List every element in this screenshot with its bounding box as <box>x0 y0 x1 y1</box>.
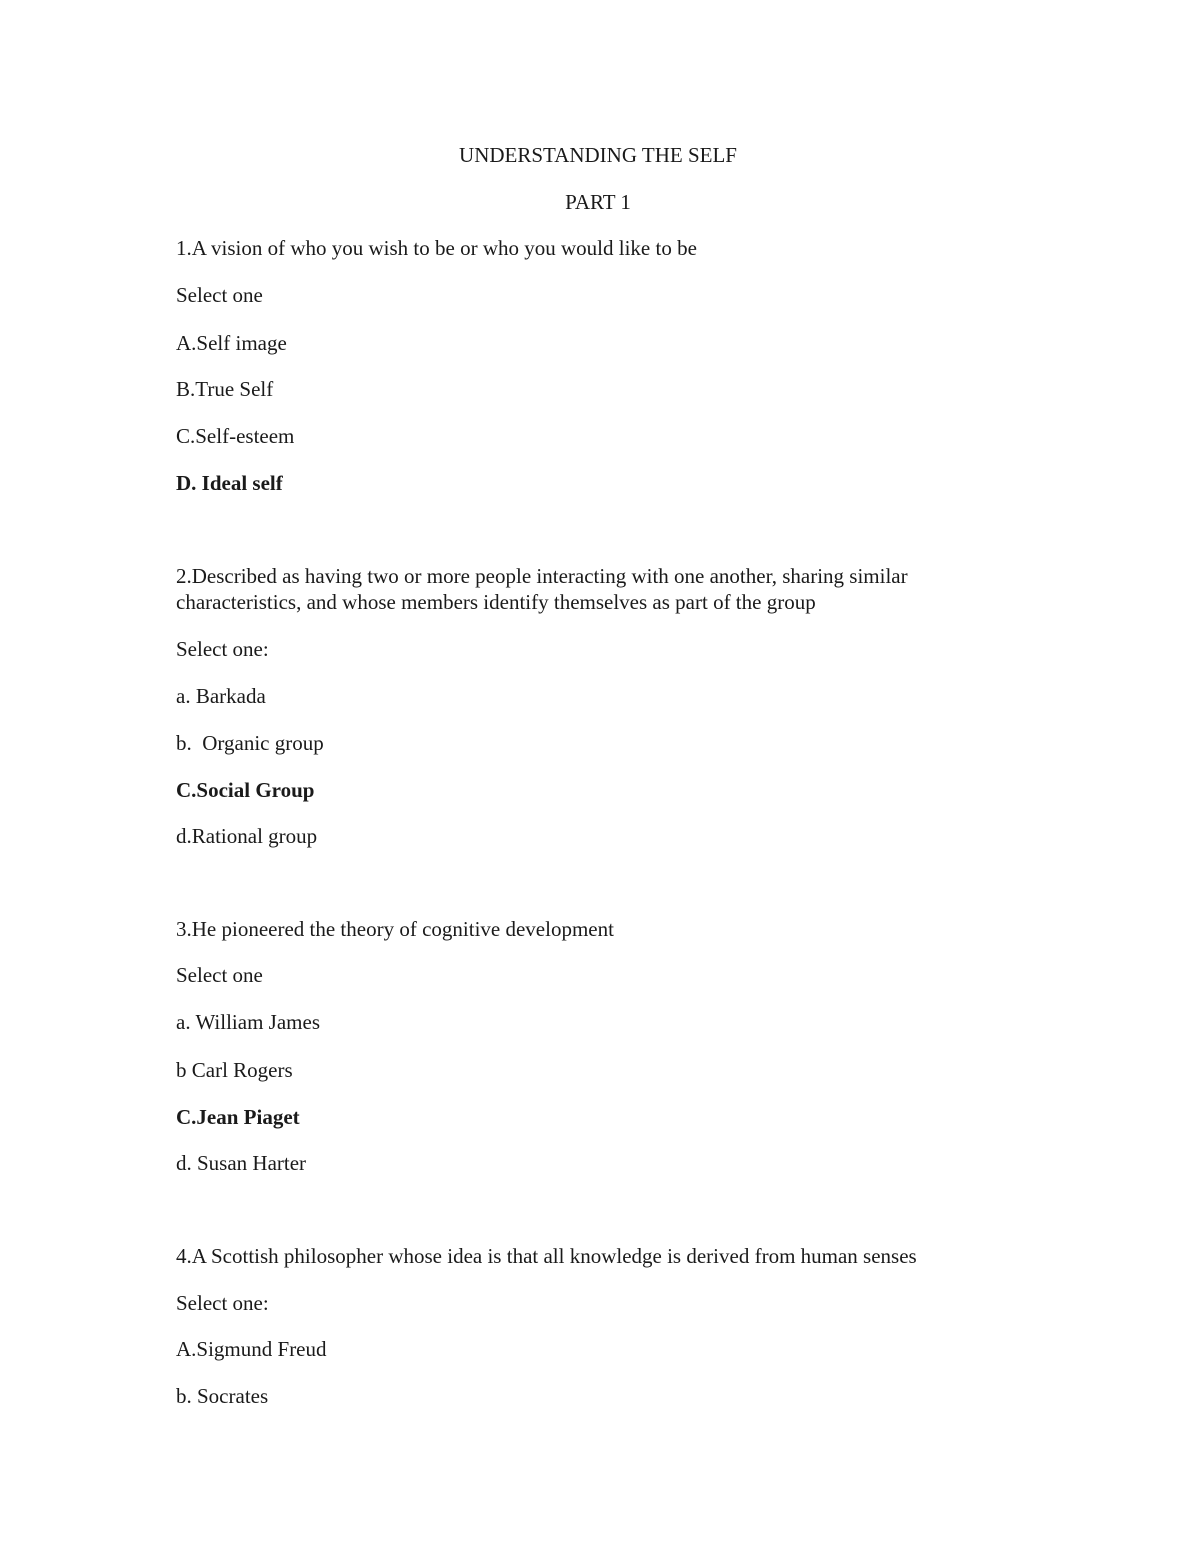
question-3-prompt: 3.He pioneered the theory of cognitive development <box>176 917 614 941</box>
question-4-option-b: b. Socrates <box>176 1384 269 1408</box>
part-heading: PART 1 <box>565 190 631 214</box>
question-2-option-a: a. Barkada <box>176 684 266 708</box>
question-2-prompt: 2.Described as having two or more people interacting with one another, sharing similar characteristics, and whose members identify themselves as part of the group <box>176 564 908 614</box>
question-2-option-d: d.Rational group <box>176 824 318 848</box>
question-3-option-a: a. William James <box>176 1010 320 1034</box>
question-2-option-c-correct: C.Social Group <box>176 778 315 802</box>
question-3-instruction: Select one <box>176 963 263 987</box>
question-1-option-b: B.True Self <box>176 377 274 401</box>
question-3-option-d: d. Susan Harter <box>176 1151 307 1175</box>
question-4-prompt: 4.A Scottish philosopher whose idea is that all knowledge is derived from human senses <box>176 1244 917 1268</box>
question-1-prompt: 1.A vision of who you wish to be or who you would like to be <box>176 236 697 260</box>
question-2-instruction: Select one: <box>176 637 269 661</box>
document-title: UNDERSTANDING THE SELF <box>459 143 737 167</box>
question-2-option-b: b. Organic group <box>176 731 324 755</box>
question-1-option-c: C.Self-esteem <box>176 424 295 448</box>
question-1-option-d-correct: D. Ideal self <box>176 471 283 495</box>
question-1-option-a: A.Self image <box>176 331 287 355</box>
question-1-instruction: Select one <box>176 283 263 307</box>
question-3-option-b: b Carl Rogers <box>176 1058 293 1082</box>
question-4-instruction: Select one: <box>176 1291 269 1315</box>
question-4-option-a: A.Sigmund Freud <box>176 1337 327 1361</box>
question-3-option-c-correct: C.Jean Piaget <box>176 1105 300 1129</box>
